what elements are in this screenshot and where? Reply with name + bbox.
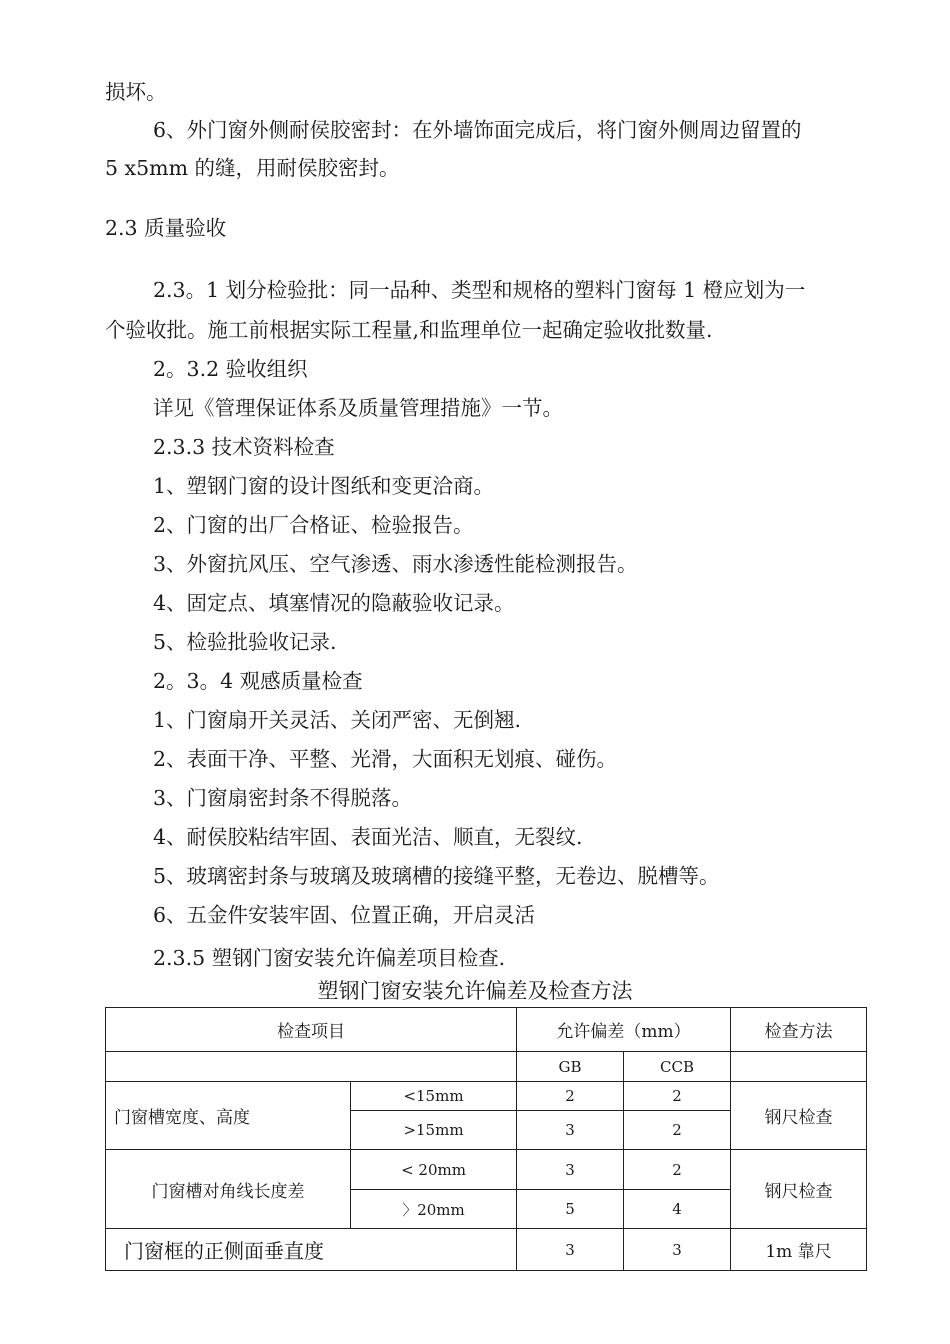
row-method: 钢尺检查: [731, 1150, 867, 1229]
subsection-heading: 2。3。4 观感质量检查: [153, 669, 363, 693]
row-method: 钢尺检查: [731, 1082, 867, 1150]
row-gb: 3: [517, 1111, 624, 1150]
row-ccb: 2: [624, 1082, 731, 1111]
list-item: 2、表面干净、平整、光滑，大面积无划痕、碰伤。: [153, 747, 618, 771]
subsection-heading: 2。3.2 验收组织: [153, 357, 308, 381]
row-gb: 3: [517, 1229, 624, 1271]
row-ccb: 2: [624, 1111, 731, 1150]
row-gb: 2: [517, 1082, 624, 1111]
list-item: 3、门窗扇密封条不得脱落。: [153, 786, 413, 810]
table-row: [106, 1229, 867, 1271]
list-item: 4、固定点、填塞情况的隐蔽验收记录。: [153, 591, 515, 615]
list-item: 5、检验批验收记录.: [153, 630, 337, 654]
row-ccb: 3: [624, 1229, 731, 1271]
list-item: 3、外窗抗风压、空气渗透、雨水渗透性能检测报告。: [153, 552, 638, 576]
text-line: 5 x5mm 的缝，用耐侯胶密封。: [105, 156, 400, 180]
table-row: [106, 1150, 867, 1190]
row-condition: >15mm: [351, 1111, 517, 1150]
subheader-blank: [731, 1052, 867, 1082]
section-heading: 2.3 质量验收: [105, 216, 227, 240]
row-item: 门窗槽宽度、高度: [106, 1082, 351, 1150]
table-header-row: [106, 1008, 867, 1052]
list-item: 5、玻璃密封条与玻璃及玻璃槽的接缝平整，无卷边、脱槽等。: [153, 864, 720, 888]
list-item: 2、门窗的出厂合格证、检验报告。: [153, 513, 474, 537]
text-line: 6、外门窗外侧耐侯胶密封：在外墙饰面完成后，将门窗外侧周边留置的: [153, 118, 802, 142]
list-item: 1、门窗扇开关灵活、关闭严密、无倒翘.: [153, 708, 522, 732]
subheader-blank: [106, 1052, 517, 1082]
row-ccb: 2: [624, 1150, 731, 1190]
row-item: 门窗槽对角线长度差: [106, 1150, 351, 1229]
text-line: 2.3。1 划分检验批：同一品种、类型和规格的塑料门窗每 1 橙应划为一: [153, 278, 806, 302]
text-line: 详见《管理保证体系及质量管理措施》一节。: [153, 396, 563, 420]
subheader-gb: GB: [517, 1052, 624, 1082]
header-tolerance: 允许偏差（mm）: [517, 1008, 731, 1052]
table-subheader-row: [106, 1052, 867, 1082]
subsection-heading: 2.3.5 塑钢门窗安装允许偏差项目检查.: [153, 946, 506, 970]
table-row: [106, 1082, 867, 1111]
row-gb: 5: [517, 1190, 624, 1229]
row-item: 门窗框的正侧面垂直度: [106, 1229, 517, 1271]
row-condition: 〉20mm: [351, 1190, 517, 1229]
row-ccb: 4: [624, 1190, 731, 1229]
row-condition: < 20mm: [351, 1150, 517, 1190]
row-method: 1m 靠尺: [731, 1229, 867, 1271]
text-line: 个验收批。施工前根据实际工程量,和监理单位一起确定验收批数量.: [105, 318, 713, 342]
tolerance-table: [105, 1007, 867, 1271]
list-item: 1、塑钢门窗的设计图纸和变更洽商。: [153, 474, 495, 498]
list-item: 6、五金件安装牢固、位置正确，开启灵活: [153, 903, 536, 927]
list-item: 4、耐侯胶粘结牢固、表面光洁、顺直，无裂纹.: [153, 825, 583, 849]
header-item: 检查项目: [106, 1008, 517, 1052]
text-line: 损坏。: [105, 80, 167, 104]
table-caption: 塑钢门窗安装允许偏差及检查方法: [317, 979, 633, 1003]
row-gb: 3: [517, 1150, 624, 1190]
row-condition: <15mm: [351, 1082, 517, 1111]
subheader-ccb: CCB: [624, 1052, 731, 1082]
subsection-heading: 2.3.3 技术资料检查: [153, 435, 335, 459]
header-method: 检查方法: [731, 1008, 867, 1052]
